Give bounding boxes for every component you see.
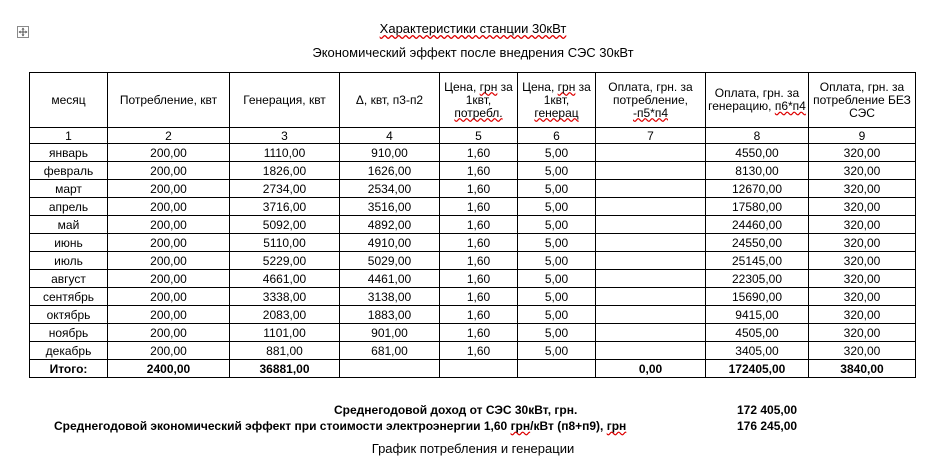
value-cell: 4550,00 [706,144,809,162]
value-cell: 5229,00 [230,252,340,270]
column-header: Цена, грн за 1квт, генерац [518,73,596,128]
economic-effect-title: Экономический эффект после внедрения СЭС 30кВт [312,45,634,60]
value-cell: 5,00 [518,342,596,360]
total-cell: 3840,00 [809,360,916,378]
value-cell: 5,00 [518,306,596,324]
value-cell: 320,00 [809,342,916,360]
value-cell: 320,00 [809,198,916,216]
annual-effect-value: 176 245,00 [737,419,798,433]
value-cell: 15690,00 [706,288,809,306]
column-number: 5 [440,128,518,144]
value-cell: 1110,00 [230,144,340,162]
value-cell: 3405,00 [706,342,809,360]
column-number: 1 [30,128,108,144]
value-cell: 200,00 [108,234,230,252]
value-cell: 3716,00 [230,198,340,216]
month-cell: сентябрь [30,288,108,306]
month-cell: ноябрь [30,324,108,342]
value-cell: 1,60 [440,198,518,216]
value-cell: 24550,00 [706,234,809,252]
value-cell: 9415,00 [706,306,809,324]
value-cell: 5,00 [518,216,596,234]
value-cell: 200,00 [108,198,230,216]
value-cell: 1,60 [440,252,518,270]
column-number: 6 [518,128,596,144]
annual-effect-label: Среднегодовой экономический эффект при стоимости электроэнергии 1,60 грн/кВт (п8+п9), грн [54,419,627,433]
value-cell: 1826,00 [230,162,340,180]
column-header: Цена, грн за 1квт, потребл. [440,73,518,128]
total-cell: 172405,00 [706,360,809,378]
value-cell: 1,60 [440,270,518,288]
column-header: Генерация, квт [230,73,340,128]
value-cell: 5110,00 [230,234,340,252]
value-cell: 320,00 [809,252,916,270]
value-cell: 200,00 [108,144,230,162]
value-cell: 5,00 [518,162,596,180]
value-cell: 320,00 [809,270,916,288]
month-cell: июль [30,252,108,270]
value-cell: 320,00 [809,324,916,342]
column-header: Δ, квт, п3-п2 [340,73,440,128]
value-cell: 4910,00 [340,234,440,252]
column-header: месяц [30,73,108,128]
value-cell: 17580,00 [706,198,809,216]
value-cell: 1626,00 [340,162,440,180]
value-cell: 24460,00 [706,216,809,234]
table-row [30,270,916,288]
value-cell: 1,60 [440,342,518,360]
value-cell: 200,00 [108,342,230,360]
value-cell: 1,60 [440,234,518,252]
value-cell: 881,00 [230,342,340,360]
value-cell [596,270,706,288]
value-cell: 681,00 [340,342,440,360]
month-cell: январь [30,144,108,162]
value-cell: 320,00 [809,288,916,306]
column-number: 7 [596,128,706,144]
value-cell: 320,00 [809,234,916,252]
value-cell: 320,00 [809,216,916,234]
table-row [30,324,916,342]
value-cell [596,288,706,306]
value-cell: 5,00 [518,252,596,270]
value-cell: 5,00 [518,234,596,252]
column-number: 2 [108,128,230,144]
station-title: Характеристики станции 30кВт [379,21,567,36]
value-cell [596,306,706,324]
value-cell: 4461,00 [340,270,440,288]
value-cell: 22305,00 [706,270,809,288]
value-cell: 2734,00 [230,180,340,198]
value-cell [596,162,706,180]
value-cell [596,324,706,342]
value-cell: 200,00 [108,270,230,288]
column-number: 4 [340,128,440,144]
value-cell: 4661,00 [230,270,340,288]
column-header: Потребление, квт [108,73,230,128]
value-cell: 200,00 [108,180,230,198]
value-cell: 1,60 [440,144,518,162]
value-cell [596,216,706,234]
value-cell: 4505,00 [706,324,809,342]
annual-income-label: Среднегодовой доход от СЭС 30кВт, грн. [334,403,578,417]
table-row [30,342,916,360]
value-cell: 5,00 [518,198,596,216]
value-cell: 5,00 [518,270,596,288]
column-number: 3 [230,128,340,144]
value-cell: 3516,00 [340,198,440,216]
total-cell: 2400,00 [108,360,230,378]
table-row [30,306,916,324]
value-cell: 1,60 [440,306,518,324]
total-cell: 36881,00 [230,360,340,378]
value-cell [596,342,706,360]
value-cell: 5,00 [518,324,596,342]
economic-effect-table [29,72,916,378]
month-cell: июнь [30,234,108,252]
value-cell [596,234,706,252]
value-cell: 1,60 [440,288,518,306]
value-cell: 1,60 [440,180,518,198]
month-cell: май [30,216,108,234]
total-row [30,360,916,378]
value-cell: 320,00 [809,144,916,162]
value-cell: 8130,00 [706,162,809,180]
table-row [30,252,916,270]
value-cell: 200,00 [108,306,230,324]
value-cell: 5,00 [518,180,596,198]
table-row [30,216,916,234]
value-cell: 3138,00 [340,288,440,306]
column-header: Оплата, грн. за потребление БЕЗ СЭС [809,73,916,128]
table-row [30,288,916,306]
value-cell: 5,00 [518,288,596,306]
total-cell [440,360,518,378]
value-cell: 12670,00 [706,180,809,198]
value-cell: 25145,00 [706,252,809,270]
graph-title: График потребления и генерации [371,441,575,456]
column-header: Оплата, грн. за потребление, -п5*п4 [596,73,706,128]
value-cell: 5,00 [518,144,596,162]
value-cell: 910,00 [340,144,440,162]
value-cell: 1,60 [440,324,518,342]
value-cell [596,252,706,270]
month-cell: март [30,180,108,198]
annual-income-value: 172 405,00 [737,403,798,417]
value-cell: 1883,00 [340,306,440,324]
total-label: Итого: [30,360,108,378]
column-number: 8 [706,128,809,144]
column-header: Оплата, грн. за генерацию, п6*п4 [706,73,809,128]
value-cell: 320,00 [809,180,916,198]
month-cell: декабрь [30,342,108,360]
table-header-row [30,73,916,128]
total-cell: 0,00 [596,360,706,378]
value-cell: 200,00 [108,252,230,270]
column-number-row [30,128,916,144]
table-row [30,180,916,198]
value-cell: 1,60 [440,162,518,180]
month-cell: август [30,270,108,288]
month-cell: октябрь [30,306,108,324]
value-cell [596,198,706,216]
value-cell: 2083,00 [230,306,340,324]
value-cell: 200,00 [108,324,230,342]
value-cell: 901,00 [340,324,440,342]
value-cell [596,144,706,162]
value-cell: 320,00 [809,306,916,324]
value-cell: 5092,00 [230,216,340,234]
value-cell: 1,60 [440,216,518,234]
month-cell: апрель [30,198,108,216]
table-row [30,144,916,162]
month-cell: февраль [30,162,108,180]
value-cell: 320,00 [809,162,916,180]
column-number: 9 [809,128,916,144]
value-cell: 5029,00 [340,252,440,270]
value-cell: 1101,00 [230,324,340,342]
value-cell: 200,00 [108,288,230,306]
table-row [30,198,916,216]
table-row [30,162,916,180]
total-cell [518,360,596,378]
table-row [30,234,916,252]
total-cell [340,360,440,378]
value-cell: 200,00 [108,216,230,234]
value-cell: 3338,00 [230,288,340,306]
value-cell: 4892,00 [340,216,440,234]
value-cell: 2534,00 [340,180,440,198]
value-cell: 200,00 [108,162,230,180]
value-cell [596,180,706,198]
